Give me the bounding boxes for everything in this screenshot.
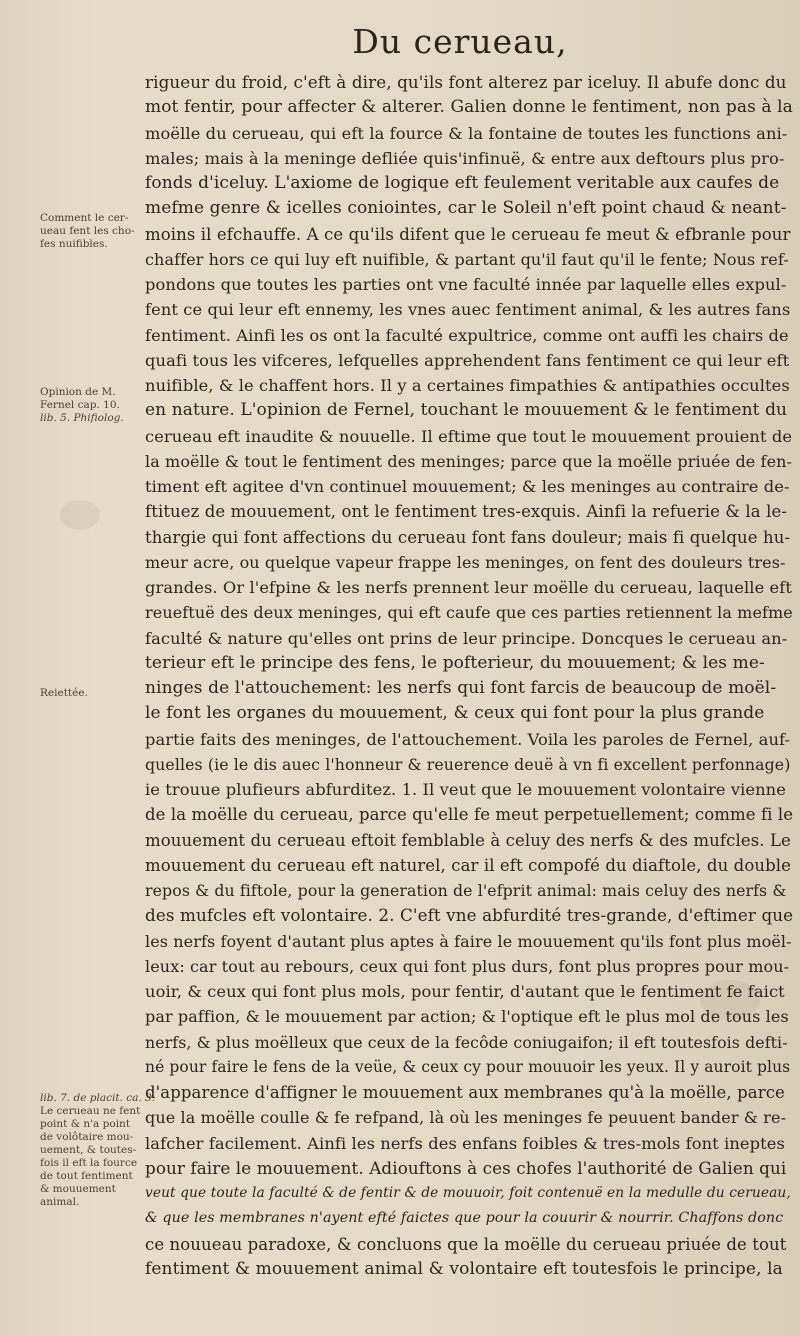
text-line: ninges de l'attouchement: les nerfs qui font farcis de beaucoup de moël- <box>145 678 777 698</box>
margin-note-line: uement, & toutes- <box>40 1144 137 1156</box>
text-line: cerueau eft inaudite & nouuelle. Il eftime que tout le mouuement prouient de <box>145 426 793 446</box>
text-line: mouuement du cerueau eftoit femblable à celuy des nerfs & des mufcles. Le <box>145 830 791 850</box>
text-line: & que les membranes n'ayent efté faictes que pour la couurir & nourrir. Chaffons donc <box>145 1210 784 1227</box>
text-line: reueftuë des deux meninges, qui eft caufe que ces parties retiennent la mefme <box>145 603 793 623</box>
margin-note-line: fois il eft la fource <box>40 1157 138 1169</box>
text-line: ie trouue plufieurs abfurditez. 1. Il veut que le mouuement volontaire vienne <box>145 780 786 799</box>
text-line: thargie qui font affections du cerueau font fans douleur; mais fi quelque hu- <box>145 527 791 547</box>
margin-note <box>40 687 158 700</box>
margin-note-line: Le cerueau ne fent <box>40 1105 141 1117</box>
margin-note-line: fes nuifibles. <box>40 238 108 250</box>
text-line: ftituez de mouuement, ont le fentiment tres-exquis. Ainfi la refuerie & la le- <box>145 502 788 522</box>
running-head: Du cerueau, <box>352 22 568 61</box>
margin-note <box>40 212 158 251</box>
margin-note-line: Reiettée. <box>40 687 88 699</box>
text-line: grandes. Or l'efpine & les nerfs prennent leur moëlle du cerueau, laquelle eft <box>145 578 793 597</box>
text-line: les nerfs foyent d'autant plus aptes à faire le mouuement qu'ils font plus moël- <box>145 931 792 951</box>
text-line: de la moëlle du cerueau, parce qu'elle fe meut perpetuellement; comme fi le <box>145 805 793 825</box>
text-line: rigueur du froid, c'eft à dire, qu'ils font alterez par iceluy. Il abufe donc du <box>145 72 787 92</box>
margin-note <box>40 386 158 425</box>
text-line: moëlle du cerueau, qui eft la fource & la fontaine de toutes les functions ani- <box>145 123 788 143</box>
text-line: quafi tous les vifceres, lefquelles apprehendent fans fentiment ce qui leur eft <box>145 350 790 370</box>
text-line: le font les organes du mouuement, & ceux qui font pour la plus grande <box>145 703 765 724</box>
margin-note-line: de tout fentiment <box>40 1170 133 1182</box>
text-line: partie faits des meninges, de l'attouchement. Voila les paroles de Fernel, auf- <box>145 729 791 749</box>
margin-notes <box>0 0 156 1336</box>
text-line: la moëlle & tout le fentiment des meninges; parce que la moëlle priuée de fen- <box>145 451 793 471</box>
margin-note-line: lib. 5. Phifiolog. <box>40 412 124 424</box>
margin-note-line: Fernel cap. 10. <box>40 399 120 411</box>
text-line: né pour faire le fens de la veüe, & ceux cy pour mouuoir les yeux. Il y auroit plus <box>145 1057 791 1076</box>
text-line: quelles (ie le dis auec l'honneur & reuerence deuë à vn fi excellent perfonnage) <box>145 754 791 774</box>
text-line: fonds d'iceluy. L'axiome de logique eft feulement veritable aux caufes de <box>145 173 780 193</box>
margin-note-line: animal. <box>40 1196 80 1208</box>
text-line: que la moëlle coulle & fe refpand, là où les meninges fe peuuent bander & re- <box>145 1108 787 1128</box>
margin-note-line: ueau fent les cho- <box>40 225 135 237</box>
margin-note-line: point & n'a point <box>40 1118 131 1130</box>
text-line: faculté & nature qu'elles ont prins de leur principe. Doncques le cerueau an- <box>145 628 788 648</box>
text-line: fent ce qui leur eft ennemy, les vnes auec fentiment animal, & les autres fans <box>145 300 791 320</box>
text-line: fentiment. Ainfi les os ont la faculté expultrice, comme ont auffi les chairs de <box>145 325 789 345</box>
text-line: lafcher facilement. Ainfi les nerfs des enfans foibles & tres-mols font ineptes <box>145 1133 785 1153</box>
margin-note <box>40 1092 158 1209</box>
text-line: par paffion, & le mouuement par action; & l'optique eft le plus mol de tous les <box>145 1007 789 1027</box>
margin-note-line: & mouuement <box>40 1183 116 1195</box>
text-line: mot fentir, pour affecter & alterer. Galien donne le fentiment, non pas à la <box>145 97 793 118</box>
margin-note-line: lib. 7. de placit. ca. 3. <box>40 1092 156 1104</box>
text-line: males; mais à la meninge defliée quis'infinuë, & entre aux deftours plus pro- <box>145 148 785 168</box>
text-line: des mufcles eft volontaire. 2. C'eft vne abfurdité tres-grande, d'eftimer que <box>145 905 793 926</box>
text-line: pour faire le mouuement. Adiouftons à ces chofes l'authorité de Galien qui <box>145 1157 787 1178</box>
text-line: terieur eft le principe des fens, le pofterieur, du mouuement; & les me- <box>145 652 765 673</box>
text-line: repos & du fiftole, pour la generation de l'efprit animal: mais celuy des nerfs & <box>145 881 787 900</box>
text-line: d'apparence d'affigner le mouuement aux membranes qu'à la moëlle, parce <box>145 1083 785 1102</box>
text-line: nuifible, & le chaffent hors. Il y a certaines fimpathies & antipathies occultes <box>145 376 790 395</box>
margin-note-line: de volôtaire mou- <box>40 1131 134 1143</box>
body-text <box>145 70 793 1282</box>
text-line: veut que toute la faculté & de fentir & de mouuoir, foit contenuë en la medulle du cerueau, <box>145 1185 791 1201</box>
margin-note-line: Comment le cer- <box>40 212 129 224</box>
text-line: ce nouueau paradoxe, & concluons que la moëlle du cerueau priuée de tout <box>145 1234 787 1254</box>
text-line: timent eft agitee d'vn continuel mouuement; & les meninges au contraire de- <box>145 477 790 496</box>
text-line: mefme genre & icelles coniointes, car le Soleil n'eft point chaud & neant- <box>145 198 787 219</box>
text-line: uoir, & ceux qui font plus mols, pour fentir, d'autant que le fentiment fe faict <box>145 982 785 1001</box>
text-line: leux: car tout au rebours, ceux qui font plus durs, font plus propres pour mou- <box>145 956 790 976</box>
text-line: moins il efchauffe. A ce qu'ils difent que le cerueau fe meut & efbranle pour <box>145 224 791 244</box>
text-line: fentiment & mouuement animal & volontaire eft toutesfois le principe, la <box>145 1258 783 1279</box>
text-line: pondons que toutes les parties ont vne faculté innée par laquelle elles expul- <box>145 275 787 294</box>
text-line: nerfs, & plus moëlleux que ceux de la fecôde coniugaifon; il eft toutesfois defti- <box>145 1032 788 1052</box>
text-line: en nature. L'opinion de Fernel, touchant le mouuement & le fentiment du <box>145 400 788 421</box>
text-line: chaffer hors ce qui luy eft nuifible, & partant qu'il faut qu'il le fente; Nous ref- <box>145 249 789 269</box>
text-line: mouuement du cerueau eft naturel, car il eft compofé du diaftole, du double <box>145 855 791 875</box>
margin-note-line: Opinion de M. <box>40 386 116 398</box>
text-line: meur acre, ou quelque vapeur frappe les meninges, on fent des douleurs tres- <box>145 552 786 572</box>
